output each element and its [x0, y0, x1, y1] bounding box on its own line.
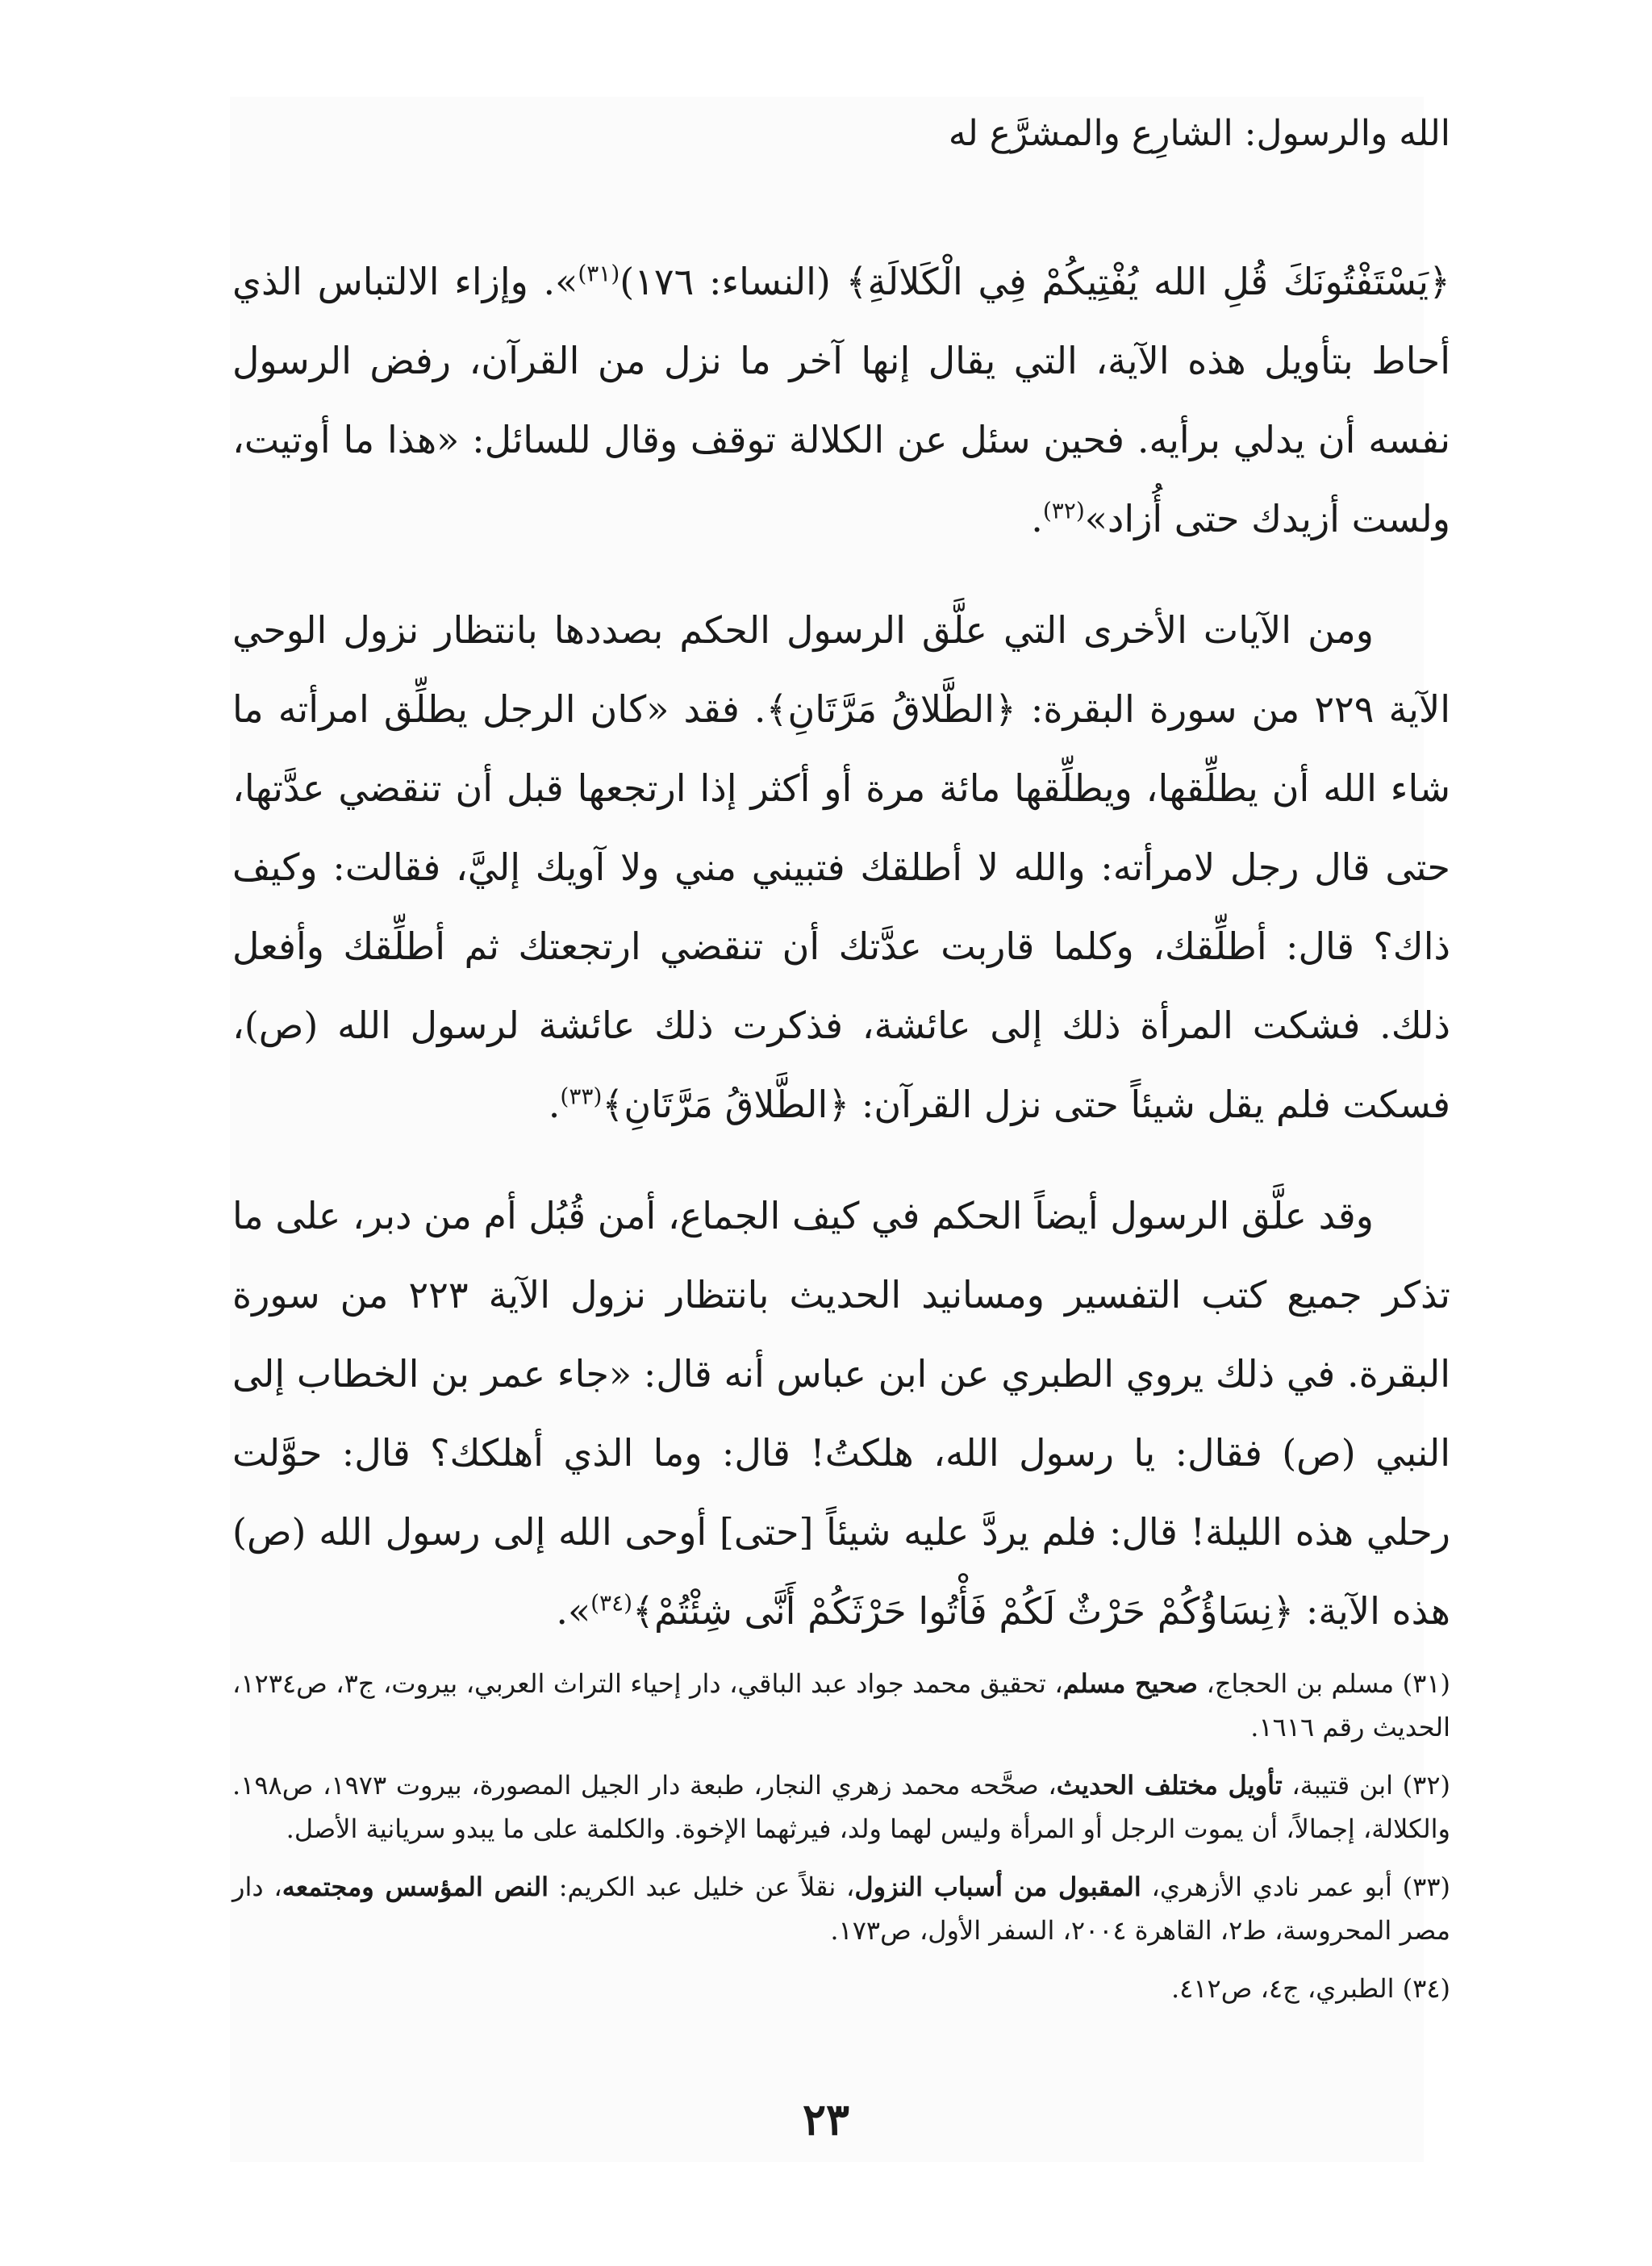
text-run: . [1031, 497, 1043, 540]
text-run: . [548, 1083, 561, 1126]
quran-quote: ﴿يَسْتَفْتُونَكَ قُلِ الله يُفْتِيكُمْ فِي الْكَلالَةِ﴾ [845, 260, 1450, 303]
text-run: ، دار مصر المحروسة، ط٢، القاهرة ٢٠٠٤، السفر الأول، ص١٧٣. [232, 1872, 1450, 1946]
book-title: النص المؤسس ومجتمعه [282, 1872, 549, 1902]
footnote-reference: (٣١) [578, 260, 620, 287]
footnote-reference: (٣٢) [1042, 497, 1085, 524]
text-run: (٣٢) ابن قتيبة، [1282, 1770, 1451, 1801]
footnote-33 [232, 1865, 1450, 1952]
footnote-34 [232, 1967, 1450, 2010]
text-run: (٣١) مسلم بن الحجاج، [1197, 1668, 1451, 1699]
footnotes [232, 1662, 1450, 2025]
quran-quote: ﴿نِسَاؤُكُمْ حَرْثٌ لَكُمْ فَأْتُوا حَرْثَكُمْ أَنَّى شِئْتُمْ﴾ [632, 1589, 1295, 1633]
running-head: الله والرسول: الشارِع والمشرَّع له [948, 113, 1450, 154]
text-run: ومن الآيات الأخرى التي علَّق الرسول الحكم بصددها بانتظار نزول الوحي الآية ٢٢٩ من سورة البقرة: [232, 608, 1450, 731]
book-title: تأويل مختلف الحديث [1056, 1770, 1283, 1801]
footnote-32 [232, 1763, 1450, 1851]
book-title: صحيح مسلم [1062, 1668, 1198, 1699]
text-run: ، نقلاً عن خليل عبد الكريم: [548, 1872, 855, 1902]
footnote-reference: (٣٣) [560, 1083, 603, 1110]
body-text [232, 242, 1450, 1683]
paragraph-1 [232, 242, 1450, 558]
text-run: وقد علَّق الرسول أيضاً الحكم في كيف الجماع، أمن قُبُل أم من دبر، على ما تذكر جميع كتب التفسير ومسانيد الحديث بانتظار نزول الآية ٢٢٣ من سورة البقرة. في ذلك يروي الطبري عن ابن عباس أنه قال: «جاء عمر بن الخطاب إلى النبي (ص) فقال: يا رسول الله، هلكتُ! قال: وما الذي أهلكك؟ قال: حوَّلت رحلي هذه الليلة! قال: فلم يردَّ عليه شيئاً [حتى] أوحى الله إلى رسول الله (ص) هذه الآية: [232, 1194, 1450, 1633]
book-title: المقبول من أسباب النزول [854, 1872, 1141, 1902]
text-run: (٣٤) الطبري، ج٤، ص٤١٢. [1170, 1973, 1450, 2004]
text-run: (٣٣) أبو عمر نادي الأزهري، [1141, 1872, 1451, 1902]
footnote-reference: (٣٤) [590, 1589, 633, 1617]
text-run: (النساء: ١٧٦) [620, 260, 846, 303]
page-number: ٢٣ [802, 2093, 849, 2145]
paragraph-3 [232, 1176, 1450, 1650]
footnote-31 [232, 1662, 1450, 1749]
text-run: ». [556, 1589, 591, 1633]
text-run: . فقد «كان الرجل يطلِّق امرأته ما شاء الله أن يطلِّقها، ويطلِّقها مائة مرة أو أكثر إذا ارتجعها قبل أن تنقضي عدَّتها، حتى قال رجل لامرأته: والله لا أطلقك فتبيني مني ولا آويك إليَّ، فقالت: وكيف ذاك؟ قال: أطلِّقك، وكلما قاربت عدَّتك أن تنقضي ارتجعتك ثم أطلِّقك وأفعل ذلك. فشكت المرأة ذلك إلى عائشة، فذكرت ذلك عائشة لرسول الله (ص)، فسكت فلم يقل شيئاً حتى نزل القرآن: [232, 687, 1451, 1126]
text-run: ، صحَّحه محمد زهري النجار، طبعة دار الجيل المصورة، بيروت ١٩٧٣، ص١٩٨. والكلالة، إجمالاً، أن يموت الرجل أو المرأة وليس لهما ولد، فيرثهما الإخوة. والكلمة على ما يبدو سريانية الأصل. [232, 1770, 1450, 1844]
text-run: ، تحقيق محمد جواد عبد الباقي، دار إحياء التراث العربي، بيروت، ج٣، ص١٢٣٤، الحديث رقم ١٦١٦. [232, 1668, 1450, 1742]
paragraph-2 [232, 590, 1450, 1144]
quran-quote: ﴿الطَّلاقُ مَرَّتَانِ﴾ [602, 1083, 850, 1126]
quran-quote: ﴿الطَّلاقُ مَرَّتَانِ﴾ [766, 687, 1016, 731]
text-run: ». وإزاء الالتباس الذي أحاط بتأويل هذه الآية، التي يقال إنها آخر ما نزل من القرآن، رفض الرسول نفسه أن يدلي برأيه. فحين سئل عن الكلالة توقف وقال للسائل: «هذا ما أوتيت، ولست أزيدك حتى أُزاد» [232, 260, 1450, 540]
